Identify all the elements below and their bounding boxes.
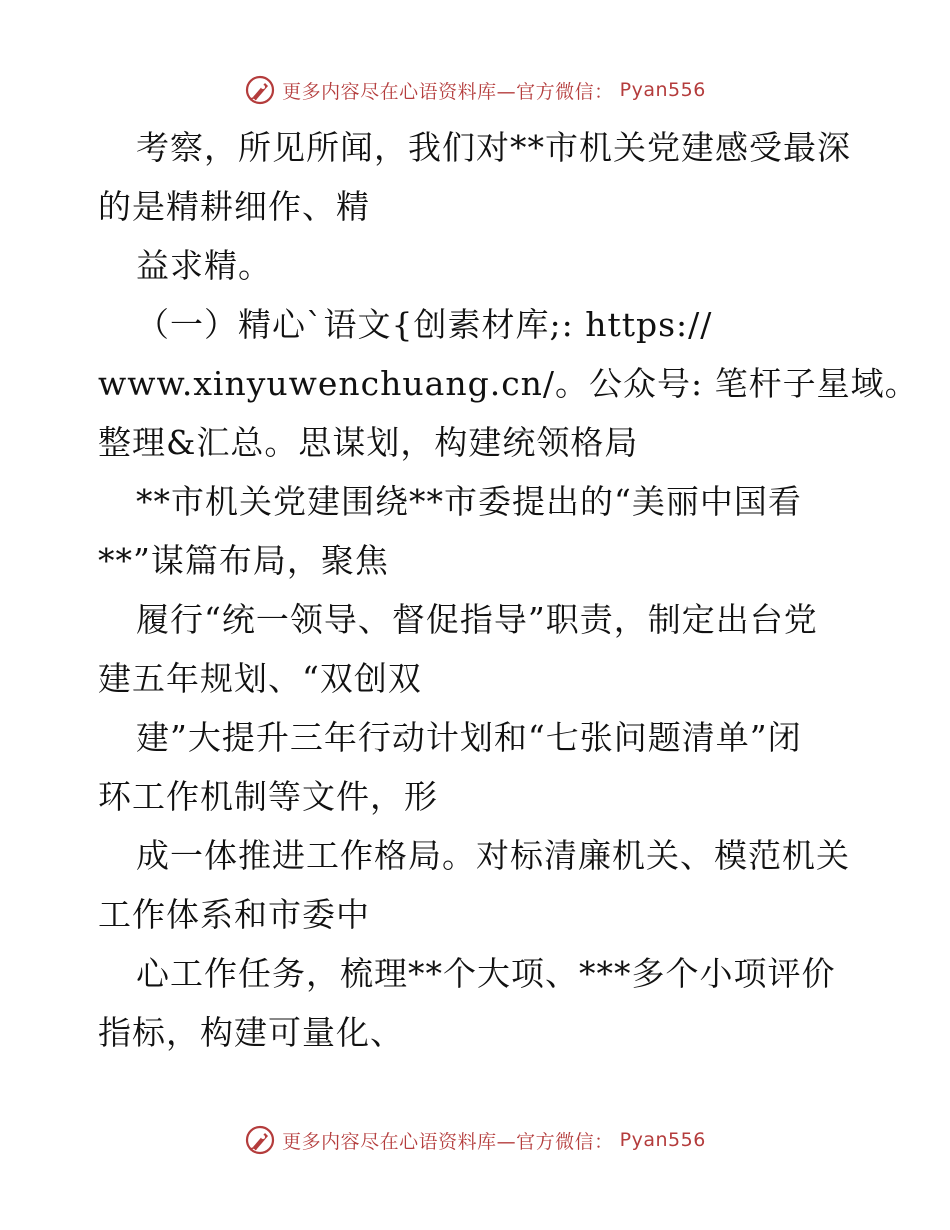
watermark-text: 更多内容尽在心语资料库—官方微信： — [282, 80, 614, 103]
text-line: **”谋篇布局，聚焦 — [98, 541, 389, 580]
text-line: 益求精。 — [136, 246, 272, 285]
text-line: 成一体推进工作格局。对标清廉机关、模范机关 — [136, 836, 850, 875]
watermark-wechat-id: Pyan556 — [619, 79, 706, 101]
text-line: 心工作任务，梳理**个大项、***多个小项评价 — [136, 954, 836, 993]
watermark-text: 更多内容尽在心语资料库—官方微信： — [282, 1130, 614, 1153]
text-line: 指标，构建可量化、 — [98, 1013, 404, 1052]
footer-watermark — [0, 1120, 950, 1160]
text-line: 建五年规划、“双创双 — [98, 659, 422, 698]
pen-nib-seal-icon — [244, 74, 276, 106]
header-watermark — [0, 70, 950, 110]
text-line: 的是精耕细作、精 — [98, 187, 370, 226]
text-line: 整理&汇总。思谋划，构建统领格局 — [98, 423, 639, 462]
text-line: **市机关党建围绕**市委提出的“美丽中国看 — [136, 482, 802, 521]
text-line: 环工作机制等文件，形 — [98, 777, 438, 816]
text-line: 建”大提升三年行动计划和“七张问题清单”闭 — [136, 718, 802, 757]
text-line: （一）精心`语文{创素材库;: https:// — [136, 305, 713, 344]
text-line: 工作体系和市委中 — [98, 895, 370, 934]
pen-nib-seal-icon — [244, 1124, 276, 1156]
watermark-wechat-id: Pyan556 — [619, 1129, 706, 1151]
text-line: 履行“统一领导、督促指导”职责，制定出台党 — [136, 600, 818, 639]
document-body — [98, 118, 919, 1062]
text-line: 考察，所见所闻，我们对**市机关党建感受最深 — [136, 128, 851, 167]
text-line: www.xinyuwenchuang.cn/。公众号: 笔杆子星域。 — [98, 364, 919, 403]
